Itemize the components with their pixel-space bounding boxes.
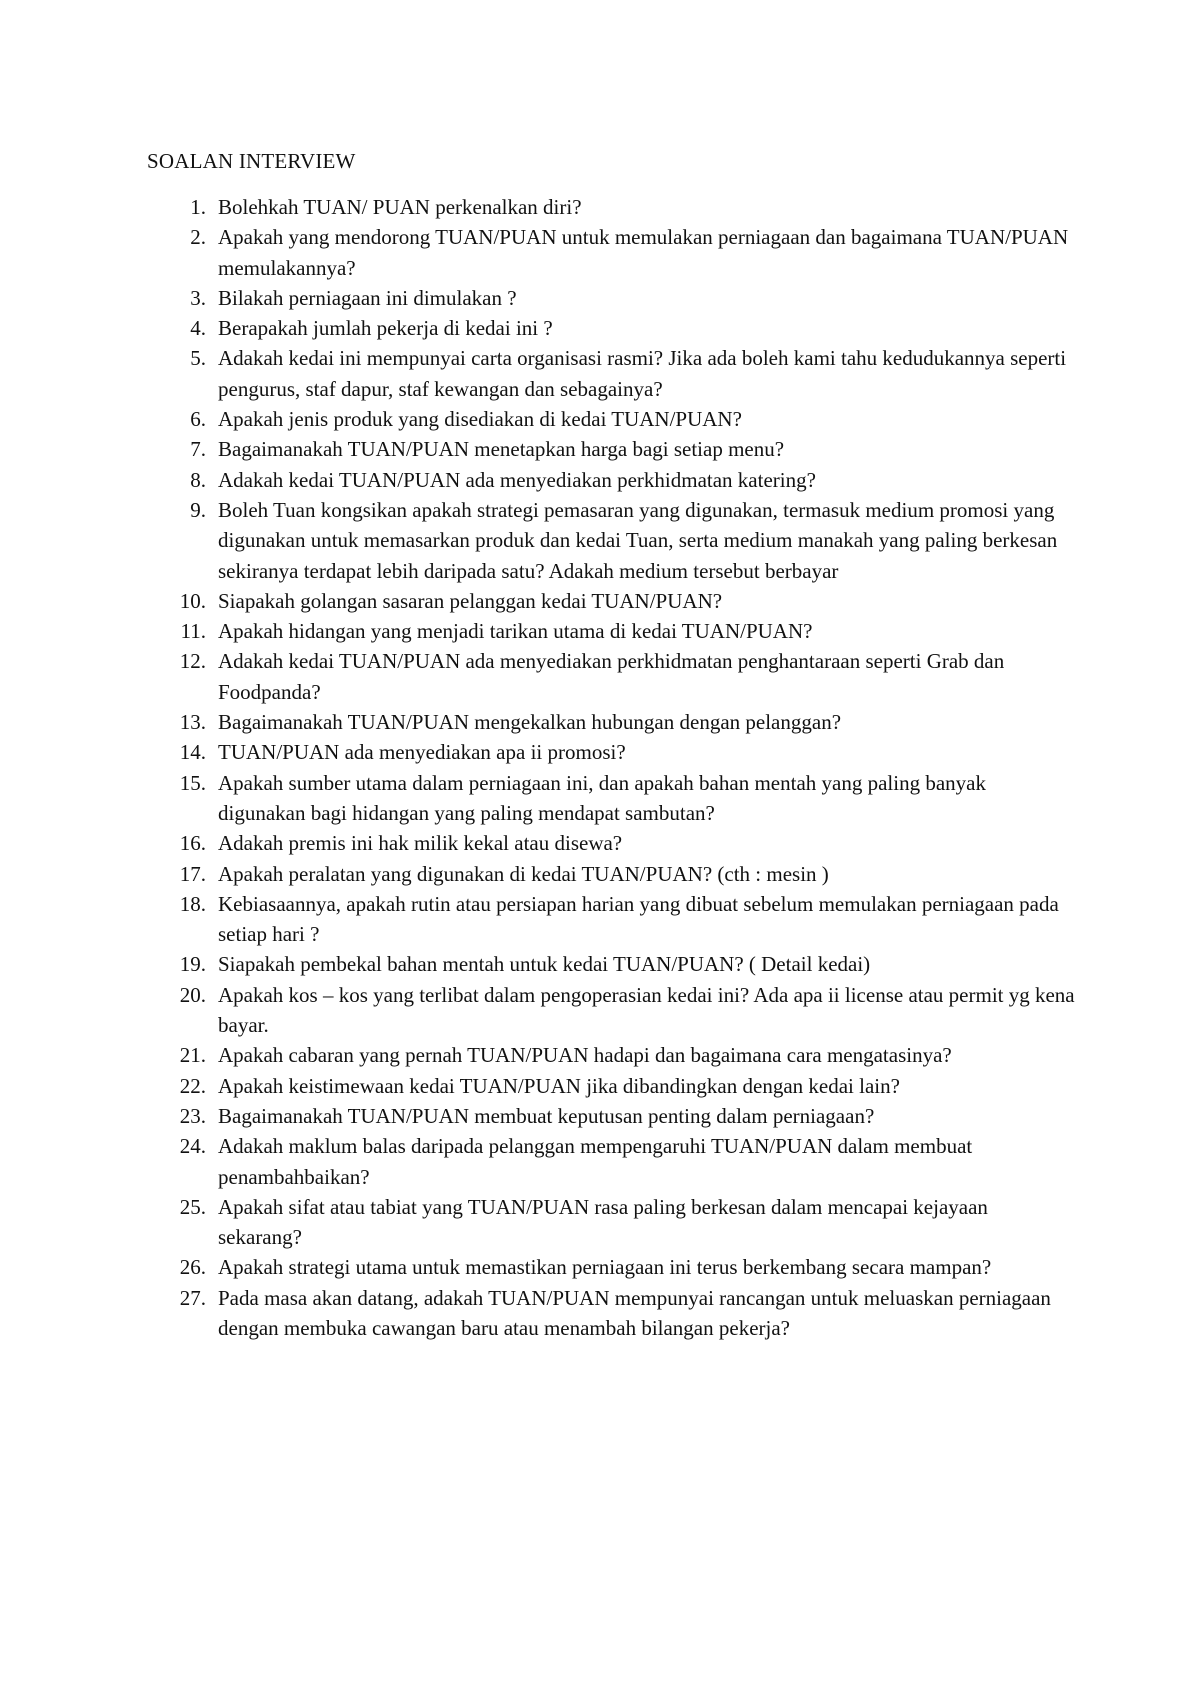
question-item [147, 434, 1077, 464]
question-text: Apakah hidangan yang menjadi tarikan utama di kedai TUAN/PUAN? [218, 619, 813, 644]
question-number: 12. [179, 649, 206, 674]
question-text: Apakah kos – kos yang terlibat dalam pengoperasian kedai ini? Ada apa ii license atau permit yg kena bayar. [218, 982, 1075, 1038]
question-text: Adakah kedai ini mempunyai carta organisasi rasmi? Jika ada boleh kami tahu kedudukannya seperti pengurus, staf dapur, staf kewangan dan sebagainya? [218, 346, 1067, 401]
question-number: 14. [179, 740, 206, 765]
question-text: Berapakah jumlah pekerja di kedai ini ? [218, 316, 553, 341]
question-item [147, 768, 1077, 829]
question-text: Apakah keistimewaan kedai TUAN/PUAN jika dibandingkan dengan kedai lain? [218, 1073, 900, 1098]
question-text: Siapakah pembekal bahan mentah untuk kedai TUAN/PUAN? ( Detail kedai) [218, 952, 871, 977]
question-item [147, 707, 1077, 737]
question-number: 11. [180, 619, 206, 644]
question-text: Adakah maklum balas daripada pelanggan mempengaruhi TUAN/PUAN dalam membuat penambahbaikan? [218, 1134, 973, 1189]
question-item [147, 616, 1077, 646]
question-item [147, 889, 1077, 950]
question-item [147, 1101, 1077, 1131]
question-number: 9. [190, 497, 206, 522]
document-title: SOALAN INTERVIEW [147, 149, 356, 173]
question-text: Bagaimanakah TUAN/PUAN menetapkan harga bagi setiap menu? [218, 437, 785, 462]
question-item [147, 283, 1077, 313]
question-number: 19. [179, 952, 206, 977]
question-text: Apakah yang mendorong TUAN/PUAN untuk memulakan perniagaan dan bagaimana TUAN/PUAN memulakannya? [218, 225, 1069, 280]
question-text: Apakah peralatan yang digunakan di kedai TUAN/PUAN? (cth : mesin ) [218, 861, 829, 886]
question-text: Bagaimanakah TUAN/PUAN membuat keputusan penting dalam perniagaan? [218, 1103, 875, 1128]
question-item [147, 1252, 1077, 1282]
question-text: Adakah kedai TUAN/PUAN ada menyediakan perkhidmatan penghantaraan seperti Grab dan Foodpanda? [218, 649, 1005, 704]
question-text: Adakah premis ini hak milik kekal atau disewa? [218, 831, 623, 856]
question-number: 24. [179, 1134, 206, 1159]
question-number: 21. [179, 1043, 206, 1068]
question-text: Boleh Tuan kongsikan apakah strategi pemasaran yang digunakan, termasuk medium promosi yang digunakan untuk memasarkan produk dan kedai Tuan, serta medium manakah yang paling berkesan sekiranya terdapat lebih daripada satu? Adakah medium tersebut berbayar [218, 497, 1058, 583]
question-number: 26. [179, 1255, 206, 1280]
question-item [147, 586, 1077, 616]
question-item [147, 222, 1077, 283]
question-number: 7. [190, 437, 206, 462]
question-number: 23. [179, 1103, 206, 1128]
question-item [147, 737, 1077, 767]
question-text: Bagaimanakah TUAN/PUAN mengekalkan hubungan dengan pelanggan? [218, 710, 842, 735]
question-number: 3. [190, 285, 206, 310]
question-text: Apakah strategi utama untuk memastikan perniagaan ini terus berkembang secara mampan? [218, 1255, 992, 1280]
question-number: 27. [179, 1285, 206, 1310]
question-item [147, 980, 1077, 1041]
question-item [147, 465, 1077, 495]
question-list [147, 192, 1077, 1343]
question-item [147, 495, 1077, 586]
question-number: 22. [179, 1073, 206, 1098]
question-number: 18. [179, 891, 206, 916]
question-text: TUAN/PUAN ada menyediakan apa ii promosi? [218, 740, 626, 765]
question-text: Pada masa akan datang, adakah TUAN/PUAN mempunyai rancangan untuk meluaskan perniagaan dengan membuka cawangan baru atau menambah bilangan pekerja? [218, 1285, 1051, 1340]
question-item [147, 1192, 1077, 1253]
question-number: 2. [190, 225, 206, 250]
question-number: 16. [179, 831, 206, 856]
question-text: Siapakah golangan sasaran pelanggan kedai TUAN/PUAN? [218, 588, 723, 613]
question-number: 8. [190, 467, 206, 492]
question-number: 17. [179, 861, 206, 886]
question-number: 4. [190, 316, 206, 341]
question-number: 15. [179, 770, 206, 795]
question-item [147, 1283, 1077, 1344]
question-number: 13. [179, 710, 206, 735]
question-text: Adakah kedai TUAN/PUAN ada menyediakan perkhidmatan katering? [218, 467, 816, 492]
question-number: 5. [190, 346, 206, 371]
question-text: Kebiasaannya, apakah rutin atau persiapan harian yang dibuat sebelum memulakan perniagaan pada setiap hari ? [218, 891, 1059, 947]
question-number: 20. [179, 982, 206, 1007]
question-item [147, 404, 1077, 434]
question-text: Apakah sumber utama dalam perniagaan ini, dan apakah bahan mentah yang paling banyak digunakan bagi hidangan yang paling mendapat sambutan? [218, 770, 986, 825]
question-number: 1. [190, 195, 206, 219]
question-text: Apakah jenis produk yang disediakan di kedai TUAN/PUAN? [218, 407, 742, 432]
question-item [147, 949, 1077, 979]
question-item [147, 1040, 1077, 1070]
question-text: Bilakah perniagaan ini dimulakan ? [218, 285, 517, 310]
question-item [147, 1071, 1077, 1101]
question-item [147, 1131, 1077, 1192]
question-item [147, 859, 1077, 889]
question-text: Apakah sifat atau tabiat yang TUAN/PUAN rasa paling berkesan dalam mencapai kejayaan sekarang? [218, 1194, 988, 1250]
question-text: Bolehkah TUAN/ PUAN perkenalkan diri? [218, 195, 582, 219]
question-item [147, 192, 1077, 222]
question-item [147, 646, 1077, 707]
question-number: 25. [179, 1194, 206, 1219]
question-number: 10. [179, 588, 206, 613]
question-item [147, 313, 1077, 343]
question-number: 6. [190, 407, 206, 432]
question-item [147, 828, 1077, 858]
question-item [147, 343, 1077, 404]
question-text: Apakah cabaran yang pernah TUAN/PUAN hadapi dan bagaimana cara mengatasinya? [218, 1043, 952, 1068]
